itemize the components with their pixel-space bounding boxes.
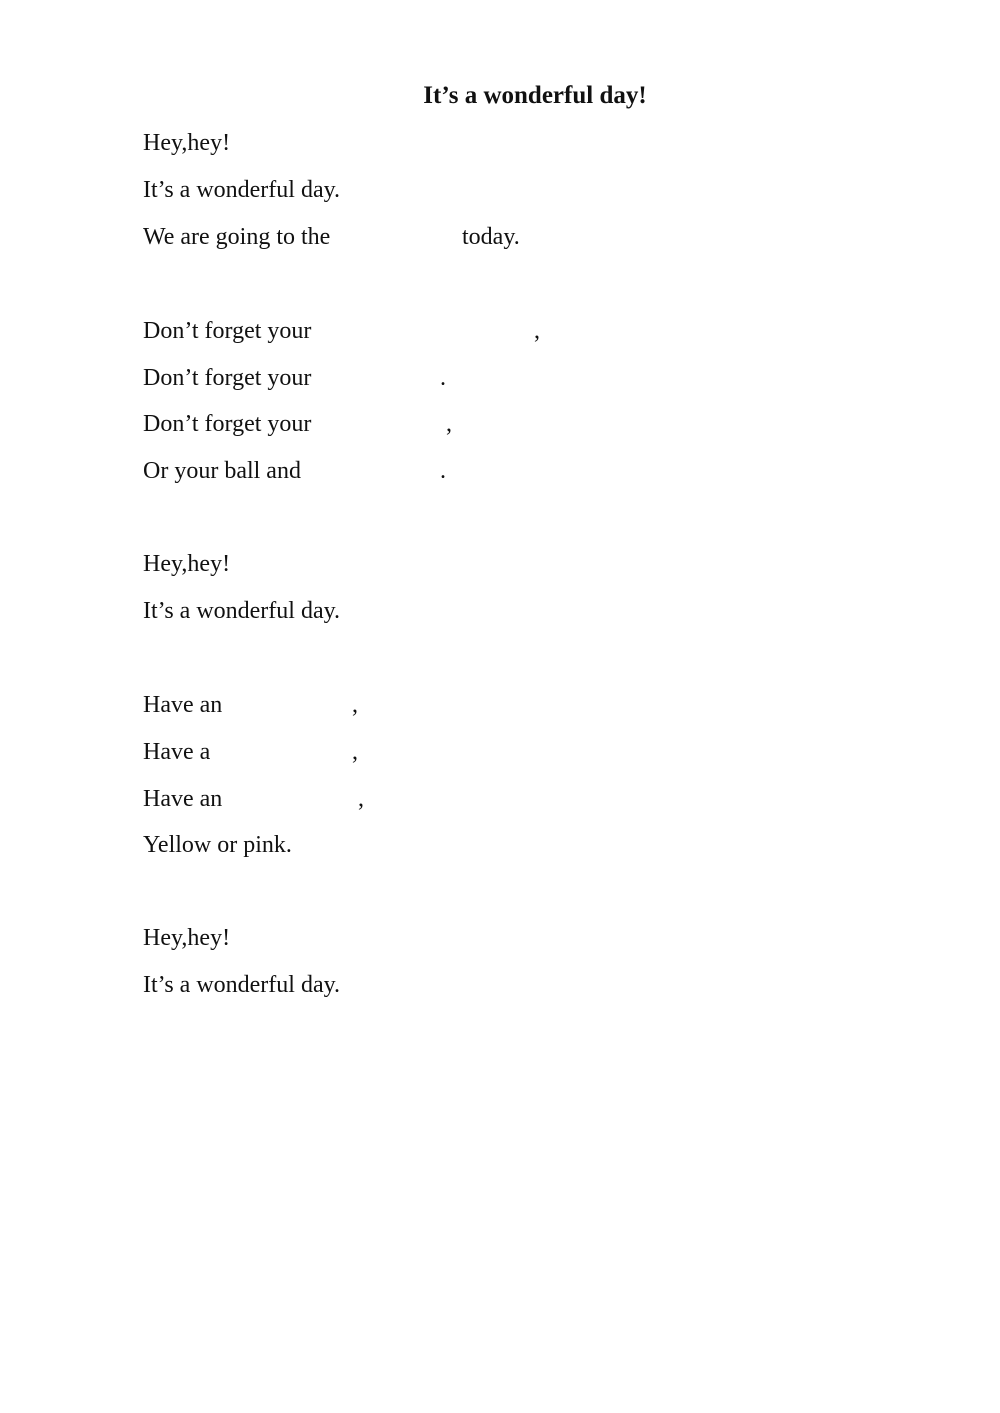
lyric-punctuation: , [534,318,540,344]
lyric-punctuation: . [440,458,446,484]
lyric-punctuation: , [352,739,358,765]
lyric-text: Have an [143,692,223,718]
lyric-text: Have a [143,739,211,765]
lyric-line: Yellow or pink. [143,832,292,858]
lyric-text: Don’t forget your [143,411,312,437]
lyric-text: Don’t forget your [143,365,312,391]
lyric-line: Hey,hey! [143,551,231,577]
lyric-line: Hey,hey! [143,925,231,951]
lyric-punctuation: , [358,786,364,812]
lyric-text: We are going to the [143,224,331,250]
lyric-text: today. [462,224,520,250]
lyric-line: Hey,hey! [143,130,231,156]
lyric-punctuation: . [440,365,446,391]
lyric-text: Don’t forget your [143,318,312,344]
lyric-punctuation: , [352,692,358,718]
lyric-line: It’s a wonderful day. [143,598,341,624]
lyric-text: Have an [143,786,223,812]
lyric-line: It’s a wonderful day. [143,177,341,203]
lyric-text: Or your ball and [143,458,301,484]
lyric-line: It’s a wonderful day. [143,972,341,998]
page-title: It’s a wonderful day! [423,82,647,109]
lyric-punctuation: , [446,411,452,437]
